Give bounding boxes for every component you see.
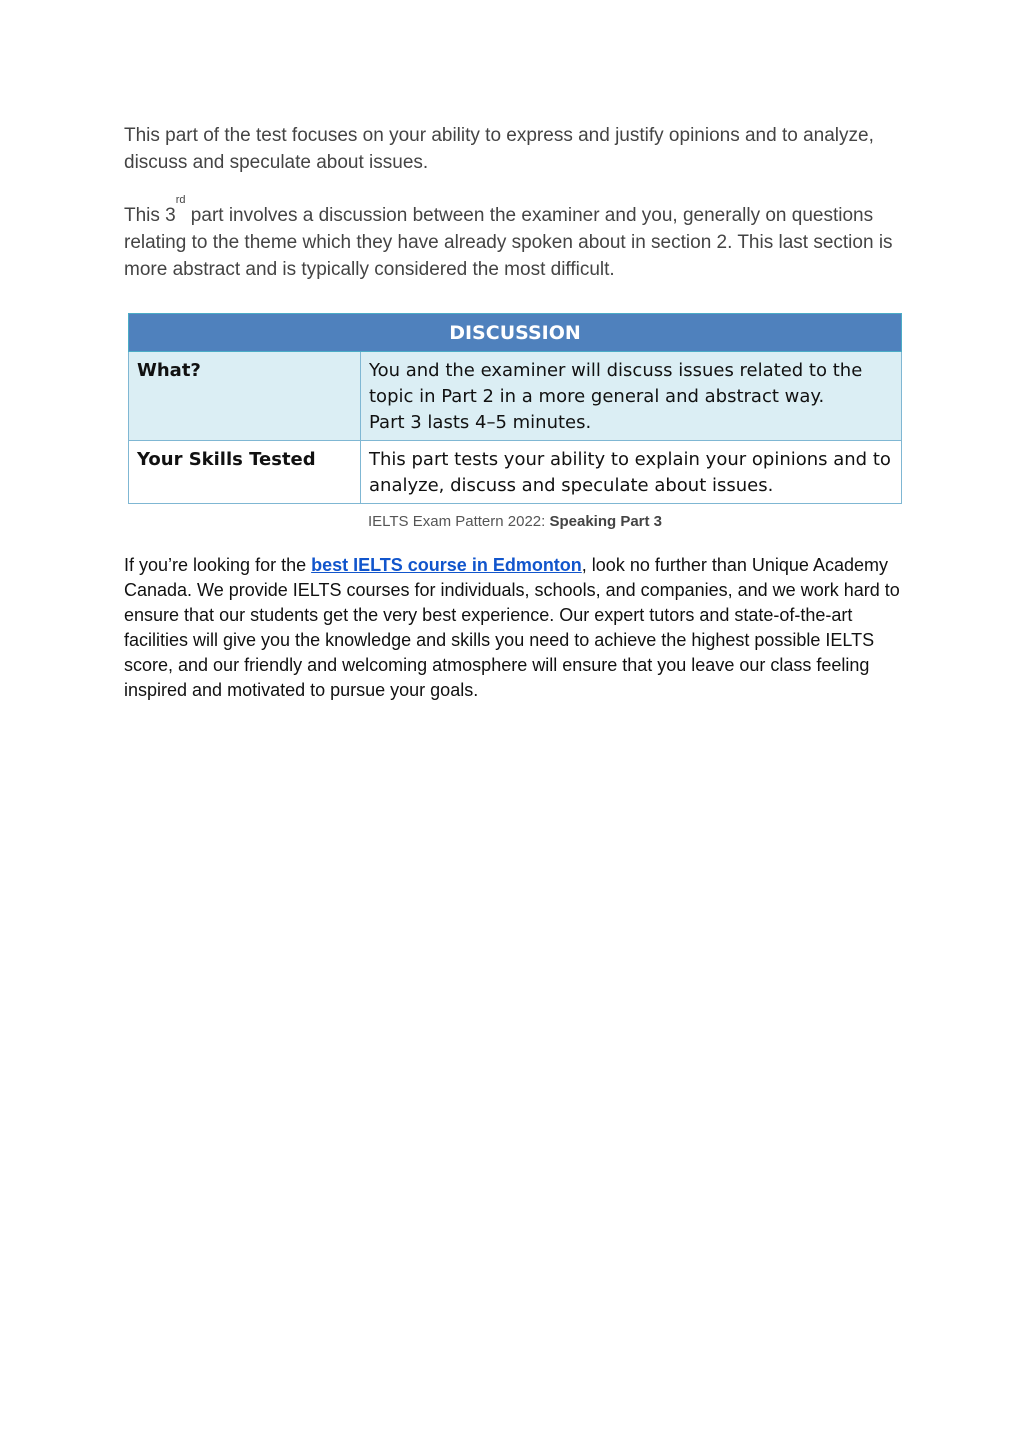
caption-bold: Speaking Part 3 — [549, 513, 663, 530]
ordinal-suffix: rd — [175, 194, 186, 206]
ielts-course-link[interactable]: best IELTS course in Edmonton — [311, 555, 582, 575]
row-label-skills: Your Skills Tested — [129, 441, 361, 504]
paragraph-text-start: This 3 — [124, 205, 176, 226]
what-description: You and the examiner will discuss issues related to the topic in Part 2 in a more general and abstract way. — [369, 360, 863, 407]
discussion-table-image — [128, 313, 902, 504]
skills-description: This part tests your ability to explain your opinions and to analyze, discuss and speculate about issues. — [369, 449, 891, 496]
table-header: DISCUSSION — [129, 314, 902, 352]
row-value-what — [361, 352, 902, 441]
promo-text-start: If you’re looking for the — [124, 555, 312, 575]
row-value-skills — [361, 441, 902, 504]
table-row-what — [129, 352, 902, 441]
what-duration: Part 3 lasts 4–5 minutes. — [369, 412, 592, 433]
promo-paragraph — [124, 553, 914, 703]
part3-description-paragraph — [124, 194, 904, 283]
caption-prefix: IELTS Exam Pattern 2022: — [367, 513, 550, 530]
intro-paragraph: This part of the test focuses on your ability to express and justify opinions and to analyze, discuss and speculate about issues. — [124, 125, 874, 173]
promo-text-rest: , look no further than Unique Academy Canada. We provide IELTS courses for individuals, schools, and companies, and we work hard to ensure that our students get the very best experience. Our expert tutors and state-of-the-art facilities will give you the knowledge and skills you need to achieve the highest possible IELTS score, and our friendly and welcoming atmosphere will ensure that you leave our class feeling inspired and motivated to pursue your goals. — [124, 555, 900, 700]
paragraph-text-rest: part involves a discussion between the examiner and you, generally on questions relating to the theme which they have already spoken about in section 2. This last section is more abstract and is typically considered the most difficult. — [124, 205, 893, 280]
discussion-table — [128, 313, 902, 504]
table-row-skills — [129, 441, 902, 504]
table-caption — [128, 513, 902, 530]
row-label-what: What? — [129, 352, 361, 441]
